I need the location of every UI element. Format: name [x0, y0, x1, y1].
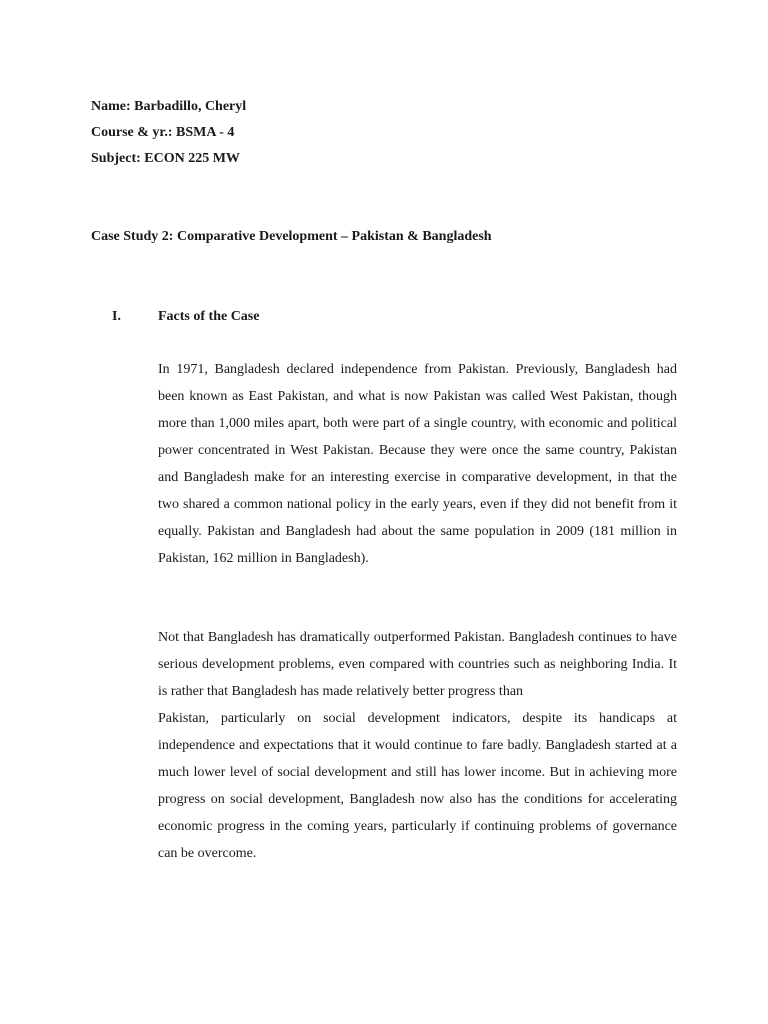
- student-info: [91, 94, 246, 172]
- case-study-title: Case Study 2: Comparative Development – Pakistan & Bangladesh: [91, 229, 492, 244]
- paragraph-facts-2: [158, 624, 677, 867]
- section-title: Facts of the Case: [158, 309, 260, 324]
- paragraph-facts-2-part-b: Pakistan, particularly on social development indicators, despite its handicaps at independence and expectations that it would continue to fare badly. Bangladesh started at a much lower level of social development and still has lower income. But in achieving more progress on social development, Bangladesh now also has the conditions for accelerating economic progress in the coming years, particularly if continuing problems of governance can be overcome.: [158, 711, 677, 861]
- paragraph-facts-2-part-a: Not that Bangladesh has dramatically outperformed Pakistan. Bangladesh continues to have serious development problems, even compared with countries such as neighboring India. It is rather that Bangladesh has made relatively better progress than: [158, 630, 677, 699]
- student-name: Name: Barbadillo, Cheryl: [91, 99, 247, 114]
- section-numeral: I.: [112, 309, 121, 324]
- paragraph-facts-1: In 1971, Bangladesh declared independence from Pakistan. Previously, Bangladesh had been known as East Pakistan, and what is now Pakistan was called West Pakistan, though more than 1,000 miles apart, both were part of a single country, with economic and political power concentrated in West Pakistan. Because they were once the same country, Pakistan and Bangladesh make for an interesting exercise in comparative development, in that the two shared a common national policy in the early years, even if they did not benefit from it equally. Pakistan and Bangladesh had about the same population in 2009 (181 million in Pakistan, 162 million in Bangladesh).: [158, 362, 677, 566]
- section-heading: [112, 307, 259, 327]
- student-course: Course & yr.: BSMA - 4: [91, 125, 235, 140]
- student-subject: Subject: ECON 225 MW: [91, 151, 240, 166]
